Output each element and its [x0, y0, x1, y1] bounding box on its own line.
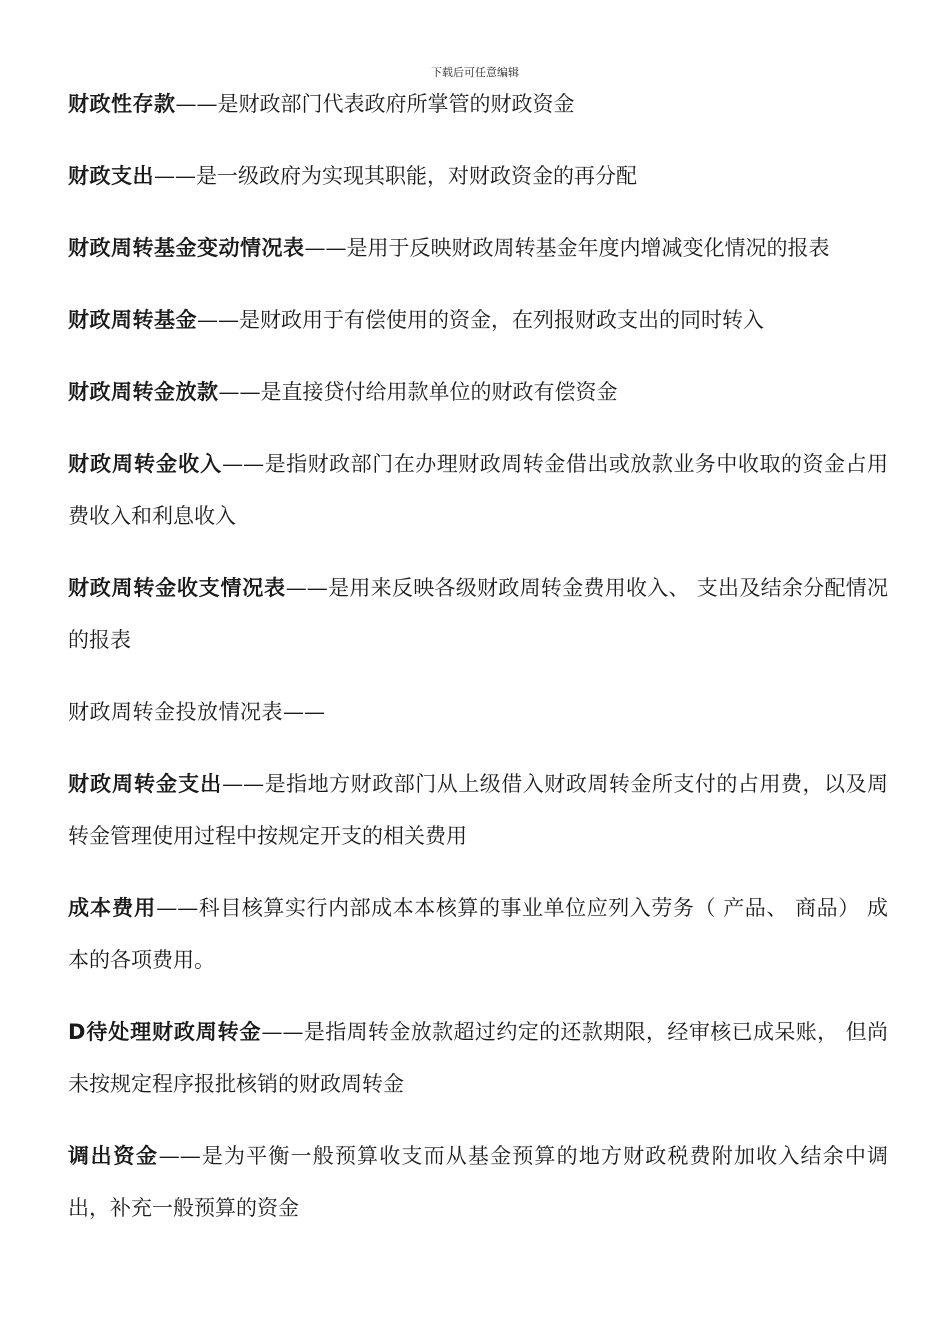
entry-term: 财政周转基金变动情况表 — [68, 236, 305, 260]
glossary-entry — [68, 686, 888, 738]
entry-term: 调出资金 — [68, 1144, 159, 1168]
entry-term: 成本费用 — [68, 896, 157, 920]
entry-definition: ——科目核算实行内部成本本核算的事业单位应列入劳务（ 产品、 商品） 成本的各项费用。 — [68, 896, 889, 972]
glossary-entry — [68, 562, 888, 666]
entry-term: 财政周转基金 — [68, 308, 197, 332]
glossary-entry — [68, 1130, 888, 1234]
entry-definition: ——是用来反映各级财政周转金费用收入、 支出及结余分配情况的报表 — [68, 576, 888, 652]
entry-term: D待处理财政周转金 — [68, 1020, 262, 1044]
glossary-entry — [68, 438, 888, 542]
glossary-entry — [68, 882, 888, 986]
page-header-note: 下载后可任意编辑 — [431, 66, 519, 79]
entry-definition: ——是为平衡一般预算收支而从基金预算的地方财政税费附加收入结余中调出，补充一般预算的资金 — [68, 1144, 888, 1220]
entry-term: 财政周转金支出 — [68, 772, 223, 796]
entry-term: 财政性存款 — [68, 92, 176, 116]
glossary-entry — [68, 78, 888, 130]
glossary-entry — [68, 222, 888, 274]
entry-definition: —— — [283, 700, 325, 724]
glossary-entry — [68, 366, 888, 418]
entry-term: 财政周转金收支情况表 — [68, 576, 286, 600]
entry-term: 财政周转金放款 — [68, 380, 219, 404]
entry-definition: ——是直接贷付给用款单位的财政有偿资金 — [218, 380, 618, 404]
glossary-entry — [68, 294, 888, 346]
entry-definition: ——是指财政部门在办理财政周转金借出或放款业务中收取的资金占用费收入和利息收入 — [68, 452, 889, 528]
entry-definition: ——是一级政府为实现其职能，对财政资金的再分配 — [154, 164, 637, 188]
glossary-entry — [68, 758, 888, 862]
entry-definition: ——是财政部门代表政府所掌管的财政资金 — [175, 92, 575, 116]
entry-term: 财政支出 — [68, 164, 154, 188]
entry-definition: ——是财政用于有偿使用的资金，在列报财政支出的同时转入 — [197, 308, 764, 332]
glossary-content — [68, 78, 888, 1254]
entry-definition: ——是用于反映财政周转基金年度内增减变化情况的报表 — [304, 236, 830, 260]
entry-definition: ——是指地方财政部门从上级借入财政周转金所支付的占用费，以及周转金管理使用过程中按规定开支的相关费用 — [68, 772, 889, 848]
glossary-entry — [68, 150, 888, 202]
glossary-entry — [68, 1006, 888, 1110]
entry-term: 财政周转金收入 — [68, 452, 223, 476]
entry-definition: ——是指周转金放款超过约定的还款期限，经审核已成呆账， 但尚未按规定程序报批核销的财政周转金 — [68, 1020, 888, 1096]
entry-term: 财政周转金投放情况表 — [68, 700, 283, 724]
